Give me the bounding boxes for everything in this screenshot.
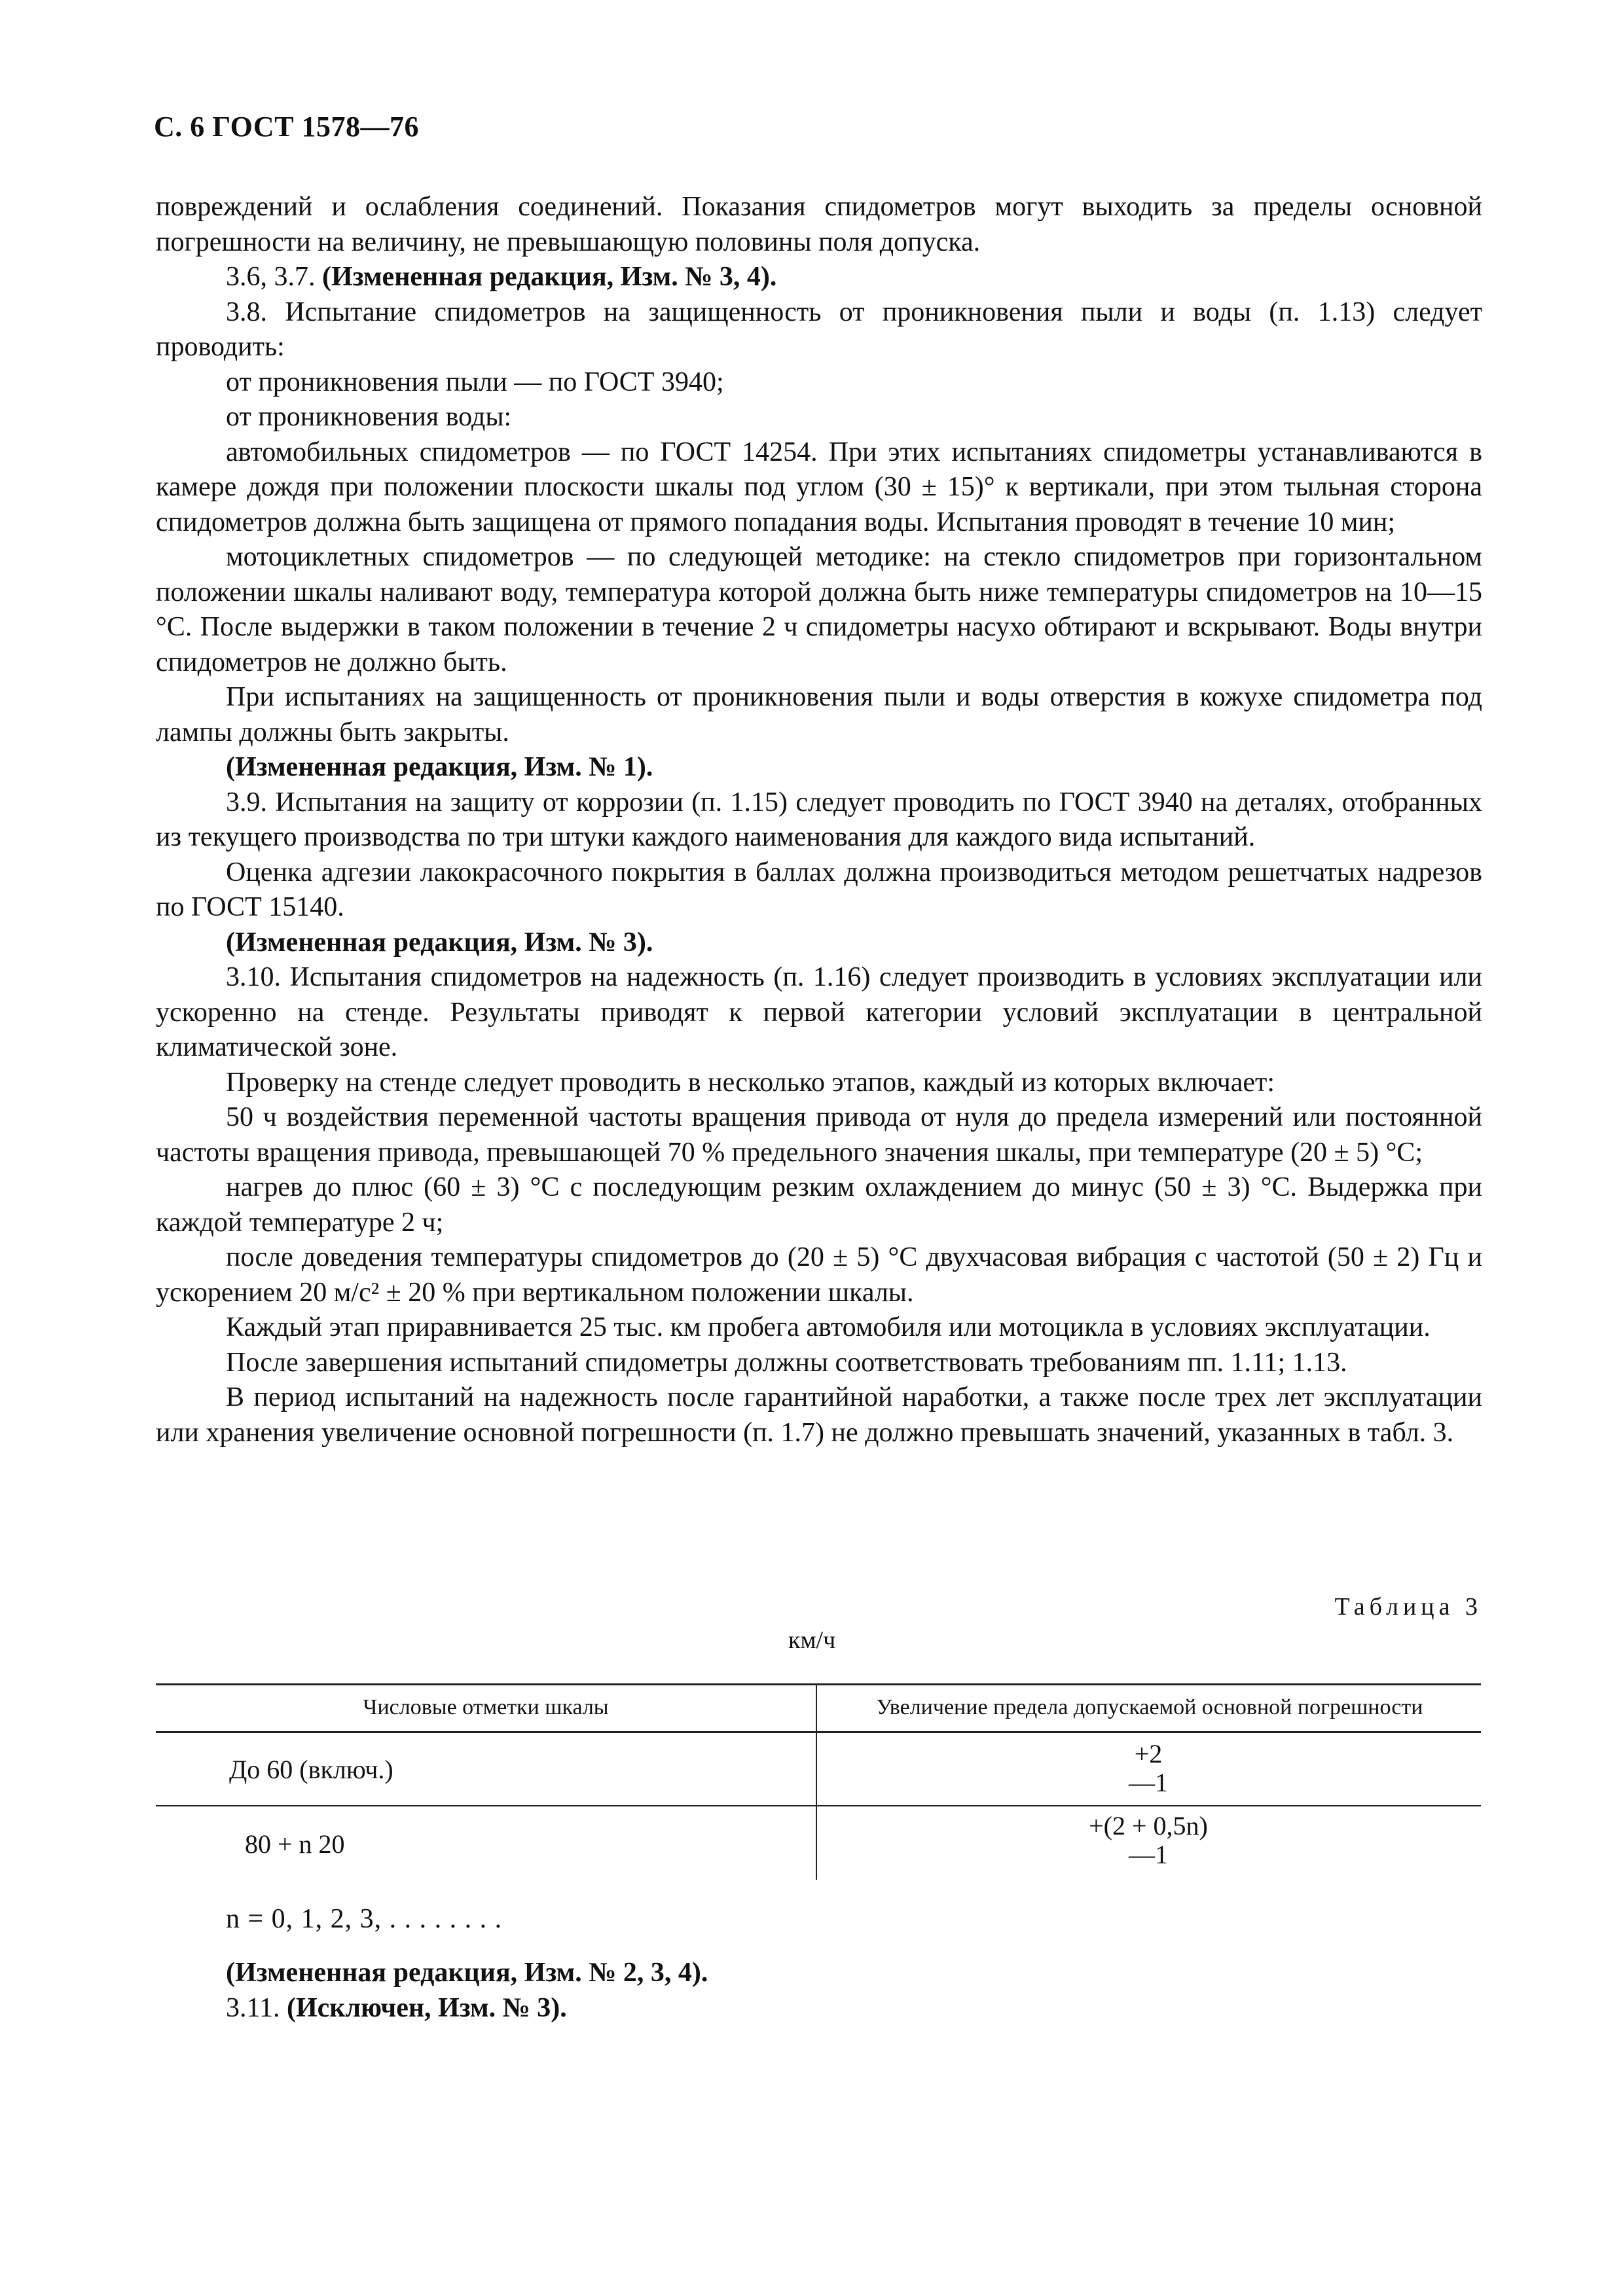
paragraph: 3.8. Испытание спидометров на защищенность от проникновения пыли и воды (п. 1.13) следует проводить: — [156, 296, 1482, 362]
tolerance-upper: +(2 + 0,5n) — [1089, 1811, 1208, 1840]
spacer — [226, 1937, 708, 1955]
table-cell-tolerance — [816, 1812, 1481, 1869]
paragraph: После завершения испытаний спидометры должны соответствовать требованиям пп. 1.11; 1.13. — [226, 1347, 1347, 1378]
paragraph: автомобильных спидометров — по ГОСТ 14254. При этих испытаниях спидометры устанавливаются в камере дождя при положении плоскости шкалы под углом (30 ± 15)° к вертикали, при этом тыльная сторона спидометров должна быть защищена от прямого попадания воды. Испытания проводят в течение 10 мин; — [156, 437, 1482, 537]
paragraph: от проникновения воды: — [226, 402, 512, 432]
table-notes — [226, 1901, 708, 2026]
paragraph: от проникновения пыли — по ГОСТ 3940; — [226, 367, 724, 397]
paragraph: 3.9. Испытания на защиту от коррозии (п. 1.15) следует проводить по ГОСТ 3940 на деталях, отобранных из текущего производства по три штуки каждого наименования для каждого вида испытаний. — [156, 787, 1482, 852]
table-cell-tolerance — [816, 1740, 1481, 1797]
table-cell-scale: До 60 (включ.) — [229, 1755, 393, 1784]
tolerance-upper: +2 — [1134, 1739, 1163, 1768]
table-unit: км/ч — [788, 1626, 836, 1654]
paragraph: нагрев до плюс (60 ± 3) °С с последующим резким охлаждением до минус (50 ± 3) °С. Выдержка при каждой температуре 2 ч; — [156, 1172, 1482, 1238]
amendment-note: (Измененная редакция, Изм. № 3). — [226, 927, 653, 958]
table-top-rule — [156, 1683, 1481, 1685]
tolerance-lower: —1 — [1129, 1840, 1168, 1869]
amendment-note — [156, 260, 1482, 295]
column-header-scale: Числовые отметки шкалы — [363, 1695, 609, 1719]
amendment-bold: (Измененная редакция, Изм. № 3, 4). — [322, 262, 777, 292]
paragraph: В период испытаний на надежность после гарантийной наработки, а также после трех лет эксплуатации или хранения увеличение основной погрешности (п. 1.7) не должно превышать значений, указанных в табл. 3. — [156, 1382, 1482, 1448]
amendment-note: (Измененная редакция, Изм. № 1). — [226, 752, 653, 782]
tolerance-lower: —1 — [1129, 1768, 1168, 1797]
clause-number: 3.6, 3.7. — [226, 262, 322, 292]
table-caption: Таблица 3 — [1334, 1593, 1482, 1621]
clause-excluded — [226, 1990, 708, 2026]
paragraph: Оценка адгезии лакокрасочного покрытия в баллах должна производиться методом решетчатых надрезов по ГОСТ 15140. — [156, 857, 1482, 922]
n-sequence: n = 0, 1, 2, 3, . . . . . . . . — [226, 1904, 503, 1934]
amendment-note: (Измененная редакция, Изм. № 2, 3, 4). — [226, 1958, 708, 1988]
page-header: С. 6 ГОСТ 1578—76 — [154, 111, 420, 143]
table-row-rule — [156, 1805, 1481, 1806]
paragraph: 50 ч воздействия переменной частоты вращения привода от нуля до предела измерений или постоянной частоты вращения привода, превышающей 70 % предельного значения шкалы, при температуре (20 ± 5) °С; — [156, 1102, 1482, 1168]
body-text — [156, 190, 1482, 1450]
paragraph: после доведения температуры спидометров до (20 ± 5) °С двухчасовая вибрация с частотой (50 ± 2) Гц и ускорением 20 м/с² ± 20 % при вертикальном положении шкалы. — [156, 1242, 1482, 1308]
table-cell-scale: 80 + n 20 — [245, 1829, 345, 1859]
column-header-tolerance: Увеличение предела допускаемой основной погрешности — [876, 1695, 1423, 1719]
table-header-rule — [156, 1731, 1481, 1733]
paragraph: повреждений и ослабления соединений. Показания спидометров могут выходить за пределы основной погрешности на величину, не превышающую половины поля допуска. — [156, 192, 1482, 257]
paragraph: мотоциклетных спидометров — по следующей методике: на стекло спидометров при горизонтальном положении шкалы наливают воду, температура которой должна быть ниже температуры спидометров на 10—15 °С. После выдержки в таком положении в течение 2 ч спидометры насухо обтирают и вскрывают. Воды внутри спидометров не должно быть. — [156, 542, 1482, 677]
paragraph: 3.10. Испытания спидометров на надежность (п. 1.16) следует производить в условиях эксплуатации или ускоренно на стенде. Результаты приводят к первой категории условий эксплуатации в центральной климатической зоне. — [156, 962, 1482, 1062]
paragraph: Проверку на стенде следует проводить в несколько этапов, каждый из которых включает: — [226, 1067, 1275, 1098]
clause-number: 3.11. — [226, 1993, 287, 2023]
paragraph: При испытаниях на защищенность от проникновения пыли и воды отверстия в кожухе спидометра под лампы должны быть закрыты. — [156, 682, 1482, 747]
paragraph: Каждый этап приравнивается 25 тыс. км пробега автомобиля или мотоцикла в условиях эксплуатации. — [226, 1312, 1431, 1342]
excluded-note: (Исключен, Изм. № 3). — [286, 1993, 567, 2023]
